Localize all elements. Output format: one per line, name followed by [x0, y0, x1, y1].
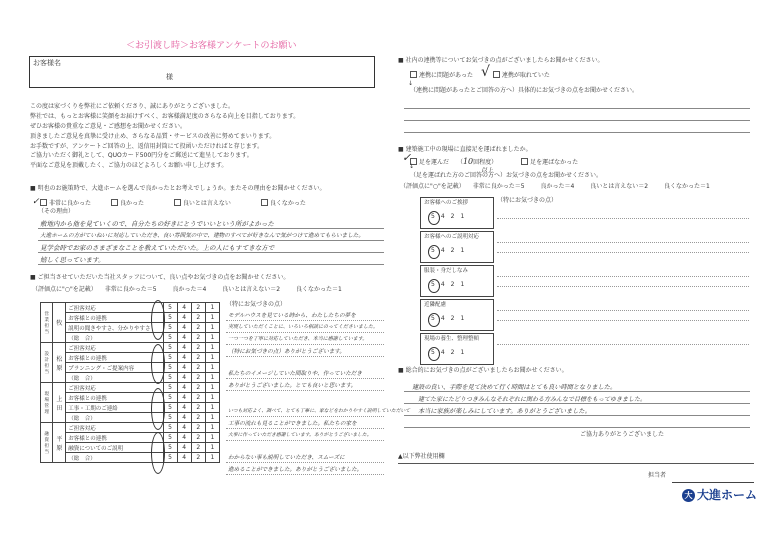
staff-label: 担当者	[648, 472, 667, 479]
divider	[497, 286, 749, 287]
q1-answer-line: 大進ホームの方がていねいに対応していただき、良い雰囲気の中で、建物のすべてが好きなんで気がつけて進めてもらいました。	[40, 233, 364, 239]
score-cell[interactable]: 5	[163, 323, 177, 333]
score-cell[interactable]: 2	[191, 413, 205, 423]
divider	[497, 218, 749, 219]
divider	[38, 252, 384, 253]
q3-title: ■ 社内の連携等についてお気づきの点がございましたらお聞かせください。	[398, 57, 604, 64]
staff-comment: わからない事も説明していただき、スムーズに	[228, 455, 345, 461]
score-cell[interactable]: 5	[163, 413, 177, 423]
divider	[226, 474, 384, 475]
staff-role: 設計担当	[41, 343, 53, 383]
table-row	[41, 333, 220, 343]
score-cell[interactable]: 4	[177, 333, 191, 343]
score-cell[interactable]: 1	[205, 443, 219, 453]
score-cell[interactable]: 2	[191, 373, 205, 383]
table-row	[41, 313, 220, 323]
divider	[38, 264, 384, 265]
q5-answer-line: 建てた家にたどりつきみんなそれぞれに関わる方みんなで目標をもってゆきました。	[418, 396, 647, 403]
q5-title: ■ 総合的にお気づきの点がございましたらお聞かせください。	[398, 367, 568, 374]
rating-item-label: ご担客対応	[66, 343, 163, 353]
staff-role: 営業担当	[41, 303, 53, 343]
score-cell[interactable]: 1	[205, 333, 219, 343]
divider	[38, 240, 384, 241]
site-rating-scores: 5 4 2 1	[431, 281, 465, 288]
rating-item-label: ご担客対応	[66, 383, 163, 393]
table-row	[41, 303, 220, 313]
q1-answer-line: 嬉しく思っています。	[40, 256, 105, 264]
divider	[497, 242, 749, 243]
q1-answer-line: 見学会時でお家のさまざまなことを教えていただいた。上の人にもすてきな方で	[40, 244, 275, 252]
score-cell[interactable]: 2	[191, 423, 205, 433]
rating-item-label: お客様との連携	[66, 393, 163, 403]
q4-note: 以上	[481, 167, 494, 174]
q4-options: 足を運んだ （10回程度） 足を運ばなかった	[410, 157, 578, 167]
divider	[404, 403, 750, 404]
score-cell[interactable]: 1	[205, 363, 219, 373]
site-rating-scores: 5 4 2 1	[431, 349, 465, 356]
score-cell[interactable]: 4	[177, 323, 191, 333]
score-cell[interactable]: 2	[191, 313, 205, 323]
divider	[226, 378, 384, 379]
score-cell[interactable]: 5	[163, 393, 177, 403]
q4-sub: （足を運ばれた方のご回答の方へ）お気づきの点をお聞かせください。	[410, 172, 603, 179]
intro-line: 弊社では、もっとお客様に笑顔をお届けすべく、お客様満足度のさらなる向上を目指しております。	[30, 112, 300, 120]
intro-line: ご協力いただく御礼として、QUOカード500円分をご郵送にて進呈しております。	[30, 152, 253, 160]
score-cell[interactable]: 2	[191, 383, 205, 393]
staff-name: 松原	[53, 343, 66, 383]
arrow-down-icon: ↓	[409, 163, 415, 170]
score-cell[interactable]: 4	[177, 423, 191, 433]
intro-text	[30, 104, 299, 170]
circle-mark	[428, 313, 440, 327]
score-cell[interactable]: 5	[163, 453, 177, 463]
circle-mark	[428, 347, 440, 361]
site-rating-box[interactable]	[420, 333, 494, 365]
score-cell[interactable]: 2	[191, 433, 205, 443]
site-rating-scores: 5 4 2 1	[431, 213, 465, 220]
arrow-down-icon: ↓	[408, 80, 414, 87]
score-cell[interactable]: 2	[191, 443, 205, 453]
score-cell[interactable]: 5	[163, 333, 177, 343]
q1-options	[40, 199, 306, 208]
score-cell[interactable]: 5	[163, 383, 177, 393]
staff-comment: モデルハウスを見ている時から、わたしたちの夢を	[228, 313, 356, 319]
q1-title: ■ 明也のお施策時で、大進ホームを選んで良かったとお考えでしょうか。またその理由をお聞かせください。	[30, 185, 326, 192]
checkbox-icon	[174, 199, 181, 206]
q4-option-visited[interactable]: 足を運んだ	[410, 159, 449, 166]
score-cell[interactable]: 5	[163, 403, 177, 413]
table-row	[41, 403, 220, 413]
divider	[38, 228, 384, 229]
logo-mark: 大	[682, 489, 695, 502]
score-cell[interactable]: 4	[177, 393, 191, 403]
table-row	[41, 383, 220, 393]
q3-option-checkbox[interactable]: 連携に問題があった	[410, 72, 473, 79]
checkbox-icon	[521, 158, 528, 165]
thanks-text: ご協力ありがとうございました	[580, 431, 665, 438]
score-cell[interactable]: 1	[205, 393, 219, 403]
divider	[497, 252, 749, 253]
q4-note-header: （特にお気づきの点）	[497, 197, 558, 204]
divider	[226, 428, 384, 429]
checkmark-icon: ✓	[402, 151, 412, 164]
score-cell[interactable]: 1	[205, 303, 219, 313]
staff-comment: ありがとうございました。とても良いと思います。	[228, 383, 357, 389]
divider	[226, 440, 384, 441]
staff-role: 融資担当	[41, 423, 53, 463]
divider	[226, 320, 384, 321]
divider	[226, 332, 384, 333]
score-cell[interactable]: 5	[163, 433, 177, 443]
rating-item-label: お客様との連携	[66, 313, 163, 323]
checkbox-icon	[40, 199, 47, 206]
divider	[404, 120, 750, 121]
site-rating-label: 近隣配慮	[424, 302, 447, 308]
circle-mark	[151, 344, 165, 384]
score-cell[interactable]: 5	[163, 303, 177, 313]
score-cell[interactable]: 4	[177, 383, 191, 393]
q2-title: ■ ご担当させていただいた当社スタッフについて、良い点やお気づきの点をお聞かせください。	[30, 274, 290, 281]
rating-item-label: 融資についてのご説明	[66, 443, 163, 453]
customer-name-suffix: 様	[166, 73, 173, 81]
score-cell[interactable]: 4	[177, 413, 191, 423]
score-cell[interactable]: 2	[191, 353, 205, 363]
divider	[226, 356, 384, 357]
score-cell[interactable]: 5	[163, 353, 177, 363]
checkbox-icon	[261, 199, 268, 206]
staff-comment: 私たちのイメージしていた間取りや、作っていただき	[228, 371, 362, 377]
divider	[497, 344, 749, 345]
table-row	[41, 363, 220, 373]
table-row	[41, 423, 220, 433]
visit-count: 10	[462, 157, 474, 166]
circle-mark	[428, 279, 440, 293]
rating-item-label: （総 合）	[66, 333, 163, 343]
score-cell[interactable]: 1	[205, 433, 219, 443]
rating-item-label: （総 合）	[66, 413, 163, 423]
score-cell[interactable]: 2	[191, 453, 205, 463]
score-cell[interactable]: 4	[177, 373, 191, 383]
checkmark-icon: ✓	[32, 197, 40, 207]
score-cell[interactable]: 1	[205, 373, 219, 383]
intro-line: 平面なご意見を頂戴したく、ご協力のほどよろしくお願い申し上げます。	[30, 162, 228, 170]
site-rating-box[interactable]	[420, 265, 494, 297]
score-cell[interactable]: 2	[191, 403, 205, 413]
table-row	[41, 413, 220, 423]
q4-option-not-visited[interactable]: 足を運ばなかった	[521, 159, 578, 166]
checkbox-icon	[111, 199, 118, 206]
staff-name: 上田	[53, 383, 66, 423]
score-cell[interactable]: 4	[177, 363, 191, 373]
score-cell[interactable]: 4	[177, 443, 191, 453]
score-cell[interactable]: 2	[191, 303, 205, 313]
logo-text: 大進ホーム	[697, 488, 758, 502]
q4-title: ■ 建築施工中の現場に直接足を運ばれましたか。	[398, 146, 532, 153]
score-cell[interactable]: 5	[163, 423, 177, 433]
staff-comment: 実現していただくことに、いろいろ相談にのってくださいました。	[228, 324, 378, 330]
score-cell[interactable]: 2	[191, 393, 205, 403]
q2-note-header: （特にお気づきの点）	[226, 301, 287, 308]
score-cell[interactable]: 1	[205, 313, 219, 323]
q5-answer-line: 本当に家族が楽しみにしています。ありがとうございました。	[418, 408, 591, 415]
divider	[404, 391, 750, 392]
score-cell[interactable]: 5	[163, 373, 177, 383]
q3-option-checkbox[interactable]: 連携が取れていた	[493, 72, 550, 79]
circle-mark	[151, 300, 165, 340]
score-cell[interactable]: 4	[177, 433, 191, 443]
page-title: ＜お引渡し時＞お客様アンケートのお願い	[126, 41, 297, 51]
score-cell[interactable]: 2	[191, 343, 205, 353]
site-rating-label: 服装・身だしなみ	[424, 268, 469, 274]
table-row	[41, 433, 220, 443]
staff-name: 平原	[53, 423, 66, 463]
staff-comment: （特にお気づきの点）ありがとうございます。	[228, 349, 346, 355]
q5-answer-line: 建設の良い、手際を見て決めて行く時間はとても良い時間となりました。	[412, 384, 617, 391]
circle-mark	[428, 245, 440, 259]
score-cell[interactable]: 5	[163, 363, 177, 373]
intro-line: ぜひお客様の貴重なご意見・ご感想をお聞かせください。	[30, 122, 187, 130]
site-rating-label: お客様へのご挨拶	[424, 200, 469, 206]
staff-comment: 工事の流れも見ることができました。私たちの家を	[228, 421, 357, 427]
score-cell[interactable]: 2	[191, 333, 205, 343]
divider	[226, 416, 384, 417]
score-cell[interactable]: 1	[205, 343, 219, 353]
q2-scale: （評価点に"○"を記載） 非常に良かった＝5 良かった＝4 良いとは言えない＝2 良くなかった＝1	[32, 286, 342, 293]
site-rating-label: お客様へのご説明対応	[424, 234, 480, 240]
site-rating-box[interactable]	[420, 231, 494, 263]
rating-item-label: ご担客対応	[66, 423, 163, 433]
circle-mark	[151, 388, 165, 430]
divider	[226, 462, 384, 463]
site-rating-scores: 5 4 2 1	[431, 315, 465, 322]
checkbox-icon	[493, 71, 500, 78]
divider	[404, 415, 750, 416]
q4-scale: （評価点に"○"を記載） 非常に良かった＝5 良かった＝4 良いとは言えない＝2 良くなかった＝1	[400, 183, 710, 190]
q1-option-checkbox[interactable]: 非常に良かった	[40, 200, 91, 207]
table-row	[41, 453, 220, 463]
q1-option-checkbox[interactable]: 良かった	[111, 200, 144, 207]
score-cell[interactable]: 5	[163, 343, 177, 353]
q1-answer-line: 敷地内から他を見ていくので、自分たちの好きにとうでいいという所がよかった	[40, 220, 274, 228]
rating-item-label: プランニング・ご提案内容	[66, 363, 163, 373]
score-cell[interactable]: 2	[191, 323, 205, 333]
table-row	[41, 323, 220, 333]
q1-option-checkbox[interactable]: 良いとは言えない	[174, 200, 231, 207]
divider	[226, 390, 384, 391]
rating-item-label: 工事・工期のご連絡	[66, 403, 163, 413]
table-row	[41, 343, 220, 353]
score-cell[interactable]: 4	[177, 353, 191, 363]
intro-line: この度は家づくりを弊社にご依頼くださり、誠にありがとうございました。	[30, 103, 235, 110]
score-cell[interactable]: 5	[163, 313, 177, 323]
site-rating-scores: 5 4 2 1	[431, 247, 465, 254]
score-cell[interactable]: 4	[177, 403, 191, 413]
table-row	[41, 353, 220, 363]
site-rating-box[interactable]	[420, 197, 494, 229]
rating-item-label: 説明の聞きやすさ、分かりやすさ	[66, 323, 163, 333]
divider	[404, 427, 750, 428]
rating-item-label: ご担客対応	[66, 303, 163, 313]
site-rating-label: 現場の養生、整理整頓	[424, 336, 480, 342]
rating-item-label: （総 合）	[66, 453, 163, 463]
circle-mark	[151, 432, 165, 474]
score-cell[interactable]: 1	[205, 353, 219, 363]
rating-item-label: （総 合）	[66, 373, 163, 383]
staff-comment: 進めることができました。ありがとうございました。	[228, 467, 363, 473]
staff-rating-table	[40, 302, 220, 463]
score-cell[interactable]: 4	[177, 313, 191, 323]
q3-sub: （連携に問題があったとご回答の方へ）具体的にお気づきの点をお聞かせください。	[410, 87, 638, 94]
q3-options	[410, 71, 550, 80]
staff-comment: 一つ一つを丁寧に対応していただき、本当に感謝しています。	[228, 336, 368, 342]
divider	[404, 132, 750, 133]
intro-line: お手数ですが、アンケートご回答の上、返信用封筒にて投函いただければと存じます。	[30, 142, 264, 150]
checkmark-icon: √	[481, 64, 490, 80]
staff-name: 牧	[53, 303, 66, 343]
table-row	[41, 393, 220, 403]
table-row	[41, 373, 220, 383]
customer-name-label: お客様名	[33, 59, 61, 67]
intro-line: 頂きましたご意見を真摯に受け止め、さらなる品質・サービスの改善に努めてまいります。	[30, 132, 276, 140]
rating-item-label: お客様との連携	[66, 353, 163, 363]
staff-comment: 大事に作っていただき感謝しています。ありがとうございました。	[228, 433, 372, 438]
score-cell[interactable]: 1	[205, 453, 219, 463]
score-cell[interactable]: 1	[205, 323, 219, 333]
score-cell[interactable]: 1	[205, 413, 219, 423]
staff-comment: いつも対応よく、調べて、とても丁寧に、家などをわかりやすく説明していただいて	[228, 409, 411, 414]
divider	[226, 344, 384, 345]
divider	[497, 320, 749, 321]
divider	[404, 108, 750, 109]
score-cell[interactable]: 5	[163, 443, 177, 453]
score-cell[interactable]: 1	[205, 423, 219, 433]
signature-line	[672, 482, 754, 483]
staff-role: 現場管理	[41, 383, 53, 423]
checkbox-icon	[410, 71, 417, 78]
circle-mark	[428, 211, 440, 225]
customer-name-box[interactable]	[29, 56, 375, 88]
score-cell[interactable]: 1	[205, 403, 219, 413]
rating-item-label: お客様との連携	[66, 433, 163, 443]
score-cell[interactable]: 4	[177, 303, 191, 313]
score-cell[interactable]: 1	[205, 383, 219, 393]
score-cell[interactable]: 4	[177, 453, 191, 463]
divider	[398, 463, 754, 464]
office-use-label: ▲以下弊社使用欄	[398, 453, 445, 460]
table-row	[41, 443, 220, 453]
q1-option-checkbox[interactable]: 良くなかった	[261, 200, 306, 207]
divider	[497, 276, 749, 277]
score-cell[interactable]: 4	[177, 343, 191, 353]
score-cell[interactable]: 2	[191, 363, 205, 373]
company-logo	[682, 486, 757, 503]
q1-reason-label: （その理由）	[38, 208, 75, 215]
divider	[497, 310, 749, 311]
site-rating-box[interactable]	[420, 299, 494, 331]
